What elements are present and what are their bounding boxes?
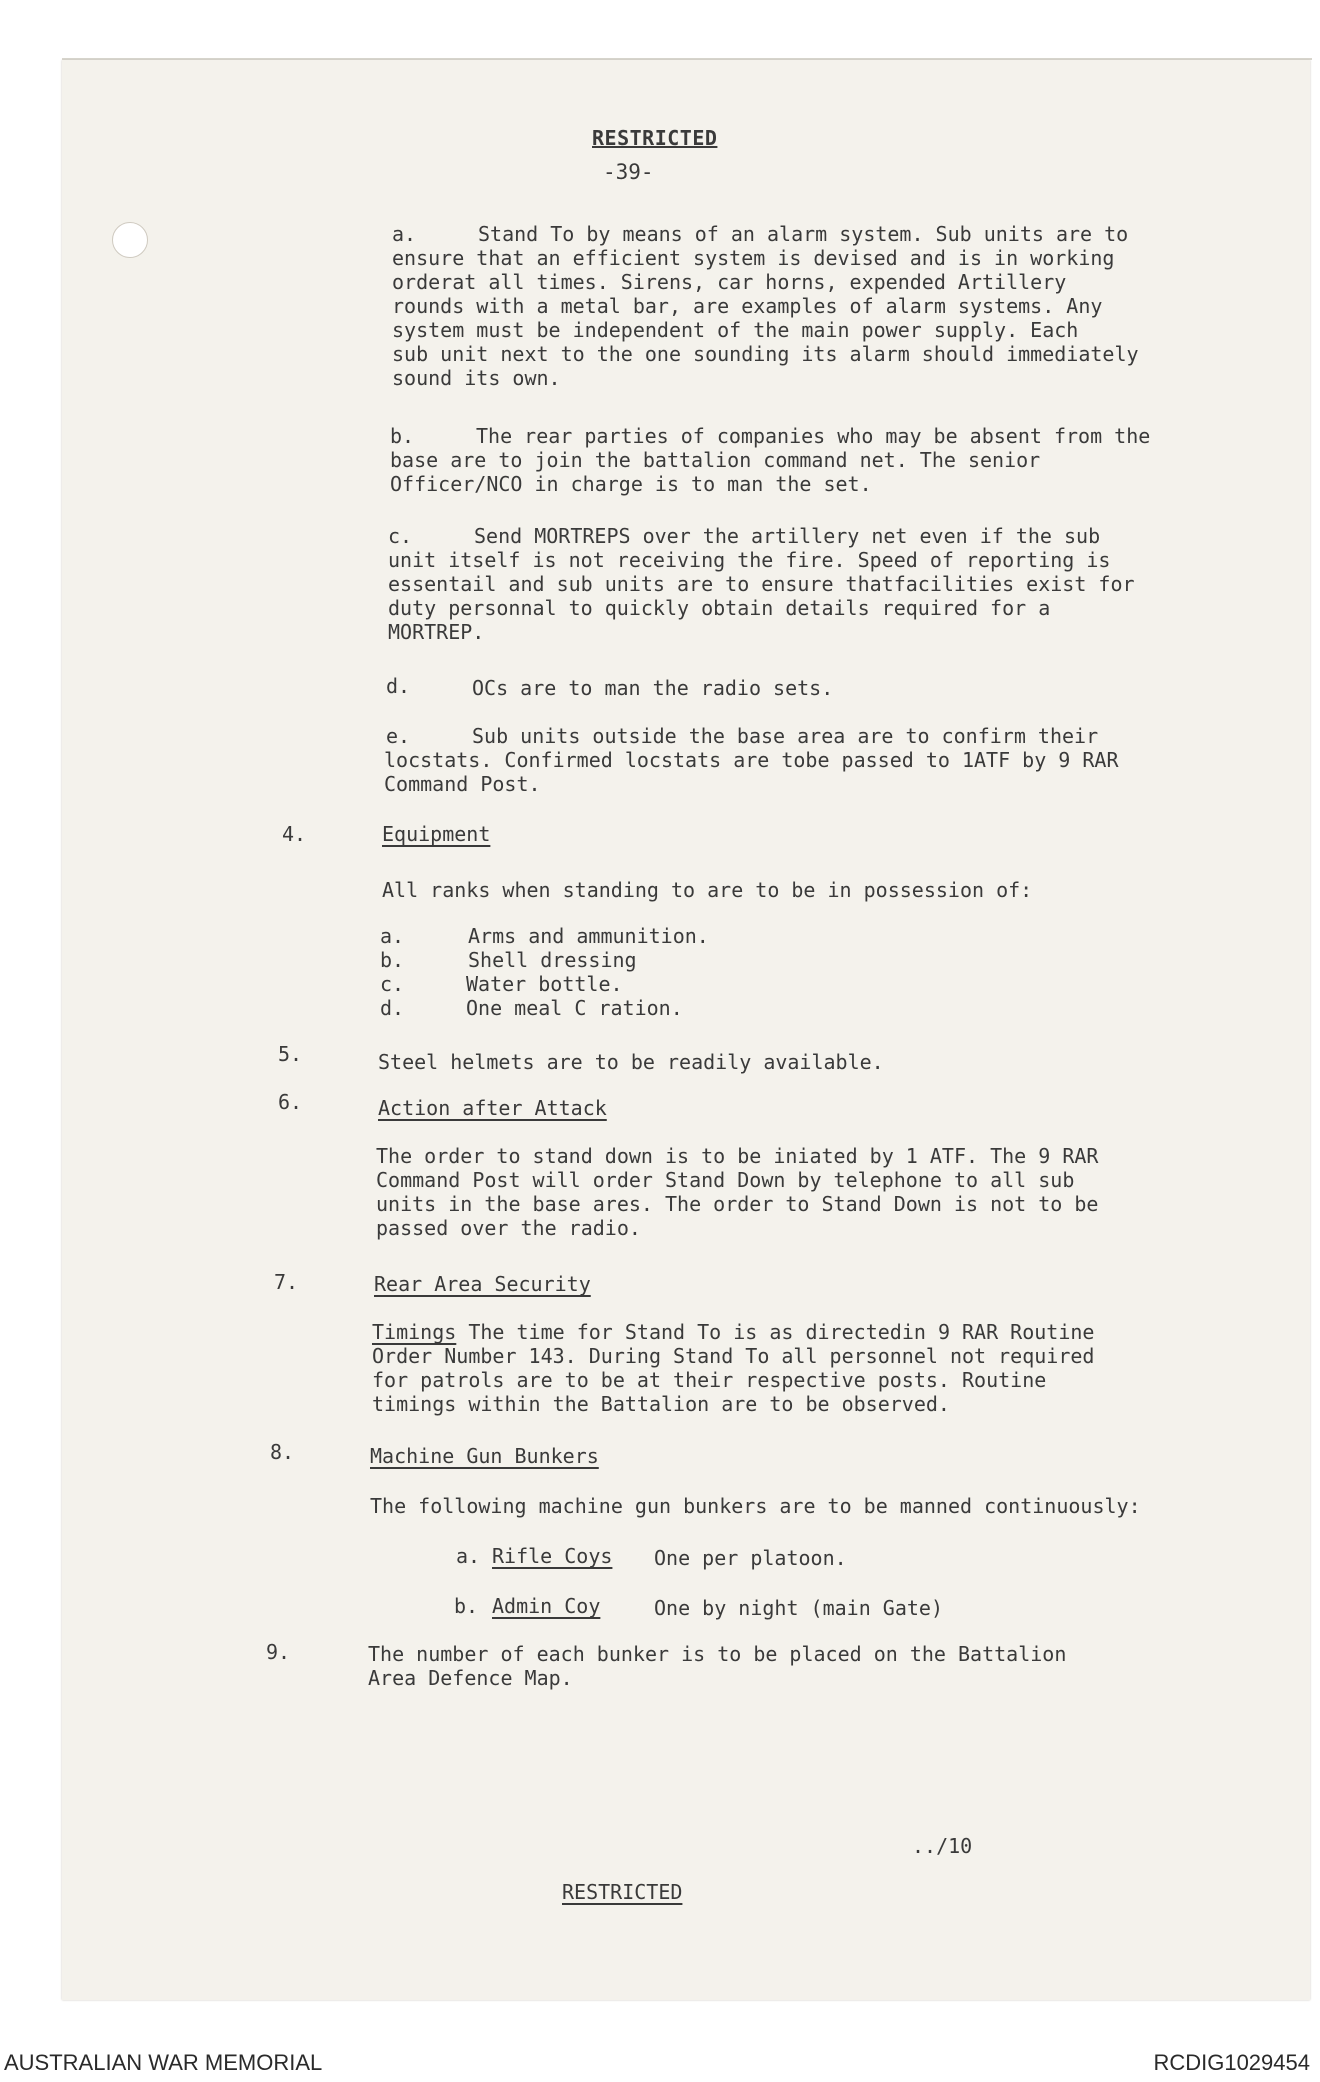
list-item-label: b. — [380, 948, 405, 972]
section-6-number: 6. — [278, 1090, 303, 1114]
section-4-intro: All ranks when standing to are to be in possession of: — [382, 878, 1033, 902]
item-c-label: c. — [388, 524, 413, 548]
section-5-text: Steel helmets are to be readily available. — [378, 1050, 884, 1074]
item-d-text: OCs are to man the radio sets. — [472, 676, 834, 700]
archive-record-id: RCDIG1029454 — [1153, 2050, 1310, 2075]
classification-footer: RESTRICTED — [562, 1880, 683, 1904]
page-number: -39- — [603, 160, 654, 184]
item-d-label: d. — [386, 674, 411, 698]
section-8-intro: The following machine gun bunkers are to be manned continuously: — [370, 1494, 1141, 1518]
item-a-label: a. — [392, 222, 417, 246]
section-5-number: 5. — [278, 1042, 303, 1066]
section-4-number: 4. — [282, 822, 307, 846]
item-b-text: The rear parties of companies who may be absent from the base are to join the battalion command net. The senior Officer/NCO in charge is to man the set. — [390, 424, 1151, 496]
list-item-label: a. — [380, 924, 405, 948]
section-7-first-line-text: The time for Stand To is as directedin 9 RAR Routine — [456, 1320, 1095, 1344]
archive-footer — [0, 2048, 1320, 2082]
punch-hole — [112, 222, 148, 258]
list-item-unit: Rifle Coys — [492, 1544, 613, 1568]
section-7-text: Order Number 143. During Stand To all personnel not required for patrols are to be at their respective posts. Routine timings within the Battalion are to be observed. — [372, 1344, 1095, 1416]
list-item-label: c. — [380, 972, 405, 996]
section-4-heading: Equipment — [382, 822, 491, 846]
section-8-heading: Machine Gun Bunkers — [370, 1444, 599, 1468]
item-c-text: Send MORTREPS over the artillery net even if the sub unit itself is not receiving the fire. Speed of reporting is essentail and sub units are to ensure thatfacilities exist for duty personnal to quickly obtain details required for a MORTREP. — [388, 524, 1135, 644]
item-a-text: Stand To by means of an alarm system. Sub units are to ensure that an efficient system is devised and is in working orderat all times. Sirens, car horns, expended Artillery rounds with a metal bar, are examples of alarm systems. Any system must be independent of the main power supply. Each sub unit next to the one sounding its alarm should immediately sound its own. — [392, 222, 1139, 390]
list-item-text: Water bottle. — [466, 972, 623, 996]
list-item-text: One meal C ration. — [466, 996, 683, 1020]
section-7-subheading: Timings — [372, 1320, 457, 1344]
section-9-text: The number of each bunker is to be placed on the Battalion Area Defence Map. — [368, 1642, 1067, 1690]
item-b-label: b. — [390, 424, 415, 448]
continuation-marker: ../10 — [912, 1834, 973, 1858]
section-6-heading: Action after Attack — [378, 1096, 607, 1120]
section-7-first-line — [372, 1320, 1094, 1344]
list-item-label: d. — [380, 996, 405, 1020]
classification-header: RESTRICTED — [592, 126, 718, 150]
item-e-label: e. — [386, 724, 411, 748]
list-item-text: One per platoon. — [654, 1546, 847, 1570]
archive-name: AUSTRALIAN WAR MEMORIAL — [4, 2050, 323, 2075]
section-7-heading: Rear Area Security — [374, 1272, 591, 1296]
list-item-text: One by night (main Gate) — [654, 1596, 943, 1620]
list-item-text: Arms and ammunition. — [468, 924, 709, 948]
list-item-label: b. — [454, 1594, 479, 1618]
list-item-unit: Admin Coy — [492, 1594, 601, 1618]
section-6-text: The order to stand down is to be iniated by 1 ATF. The 9 RAR Command Post will order Stand Down by telephone to all sub units in the base ares. The order to Stand Down is not to be passed over the radio. — [376, 1144, 1099, 1240]
list-item-text: Shell dressing — [468, 948, 637, 972]
section-7-number: 7. — [274, 1270, 299, 1294]
item-e-text: Sub units outside the base area are to confirm their locstats. Confirmed locstats are tobe passed to 1ATF by 9 RAR Command Post. — [384, 724, 1119, 796]
section-9-number: 9. — [266, 1640, 291, 1664]
list-item-label: a. — [456, 1544, 481, 1568]
section-8-number: 8. — [270, 1440, 295, 1464]
